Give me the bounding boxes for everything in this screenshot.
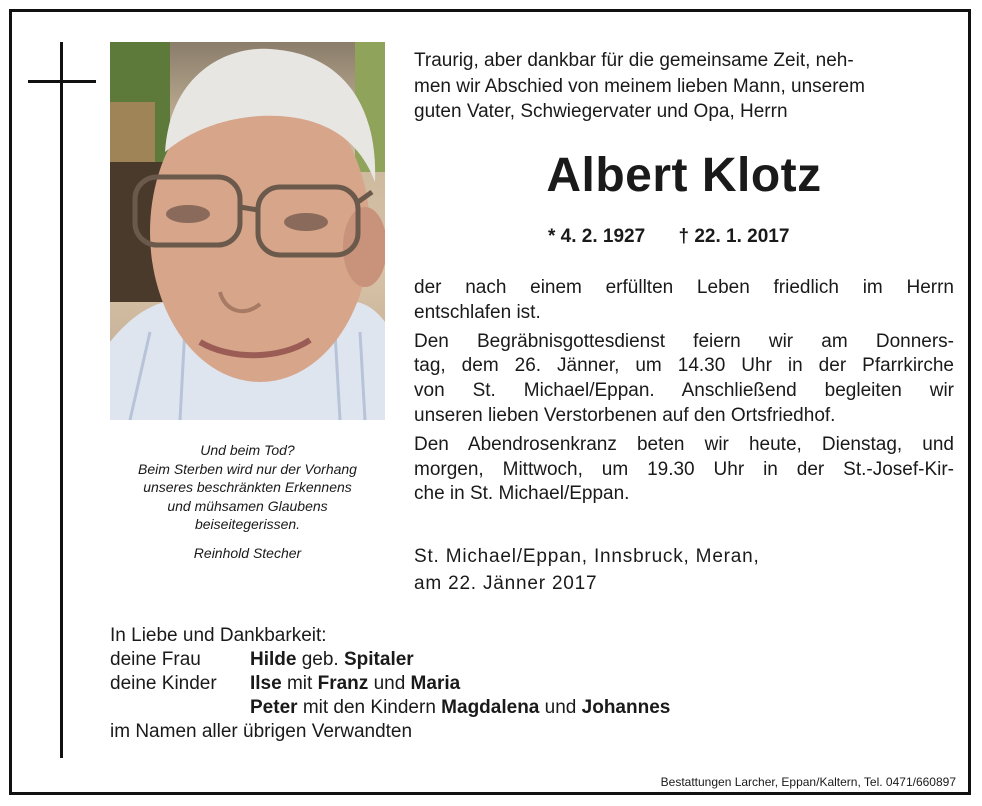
paragraph-funeral xyxy=(414,330,954,429)
place-date xyxy=(414,543,760,597)
connector-text: und xyxy=(544,697,577,718)
connector-text: und xyxy=(373,673,406,694)
body-line: der nach einem erfüllten Leben friedlich im Herrn xyxy=(414,277,954,298)
quote-author: Reinhold Stecher xyxy=(193,544,302,561)
body-line: unseren lieben Verstorbenen auf den Ortsfriedhof. xyxy=(414,404,836,426)
mourners-block xyxy=(110,624,670,744)
closing-header xyxy=(110,624,670,648)
wife-maiden-name: Spitaler xyxy=(344,649,414,670)
funeral-home-footer: Bestattungen Larcher, Eppan/Kaltern, Tel. 0471/660897 xyxy=(660,775,956,789)
quote-line: unseres beschränkten Erkennens xyxy=(143,479,352,496)
closing-header-text: In Liebe und Dankbarkeit: xyxy=(110,625,327,646)
body-line: von St. Michael/Eppan. Anschließend begleiten wir xyxy=(414,380,954,402)
grandchild-name: Johannes xyxy=(581,697,671,718)
body-line: morgen, Mittwoch, um 19.30 Uhr in der St.-Josef-Kir- xyxy=(414,458,954,480)
children-label: deine Kinder xyxy=(110,673,217,694)
death-date: † 22. 1. 2017 xyxy=(678,226,790,247)
grandchild-name: Magdalena xyxy=(441,697,540,718)
intro-line: guten Vater, Schwiegervater und Opa, Herrn xyxy=(414,101,788,122)
connector-text: mit xyxy=(286,673,313,694)
paragraph-rosary xyxy=(414,433,954,507)
relatives-row xyxy=(110,720,670,744)
wife-row xyxy=(110,648,670,672)
body-line: tag, dem 26. Jänner, um 14.30 Uhr in der Pfarrkirche xyxy=(414,355,954,377)
child-name: Ilse xyxy=(250,673,282,694)
place-line: St. Michael/Eppan, Innsbruck, Meran, xyxy=(414,546,760,567)
wife-geb: geb. xyxy=(301,649,339,670)
birth-date: * 4. 2. 1927 xyxy=(548,226,646,247)
body-line: che in St. Michael/Eppan. xyxy=(414,483,630,505)
relatives-text: im Namen aller übrigen Verwandten xyxy=(110,721,413,742)
wife-label: deine Frau xyxy=(110,649,201,670)
intro-line: Traurig, aber dankbar für die gemeinsame Zeit, neh- xyxy=(414,50,854,71)
body-line: entschlafen ist. xyxy=(414,301,541,323)
child-name: Peter xyxy=(250,697,298,718)
quote-line: und mühsamen Glaubens xyxy=(167,497,328,514)
children-row-2 xyxy=(110,696,670,720)
intro-line: men wir Abschied von meinem lieben Mann, unserem xyxy=(414,75,865,97)
children-row xyxy=(110,672,670,696)
notice-body xyxy=(414,276,954,511)
cross-icon xyxy=(60,42,63,758)
wife-name: Hilde xyxy=(250,649,297,670)
child-name: Maria xyxy=(410,673,461,694)
partner-name: Franz xyxy=(317,673,369,694)
body-line: Den Begräbnisgottesdienst feiern wir am Donners- xyxy=(414,330,954,352)
intro-text xyxy=(414,48,865,125)
quote-line: beiseitegerissen. xyxy=(194,516,301,533)
portrait-photo xyxy=(110,42,385,420)
paragraph-passing xyxy=(414,276,954,326)
quote-line: Beim Sterben wird nur der Vorhang xyxy=(138,460,357,477)
connector-text: mit den Kindern xyxy=(302,697,436,718)
quote-line: Und beim Tod? xyxy=(200,442,295,458)
quote-block xyxy=(110,441,385,563)
cross-icon-bar xyxy=(28,80,96,83)
deceased-name: Albert Klotz xyxy=(546,149,822,202)
body-line: Den Abendrosenkranz beten wir heute, Dienstag, und xyxy=(414,433,954,455)
life-dates xyxy=(548,226,789,248)
date-line: am 22. Jänner 2017 xyxy=(414,573,598,594)
